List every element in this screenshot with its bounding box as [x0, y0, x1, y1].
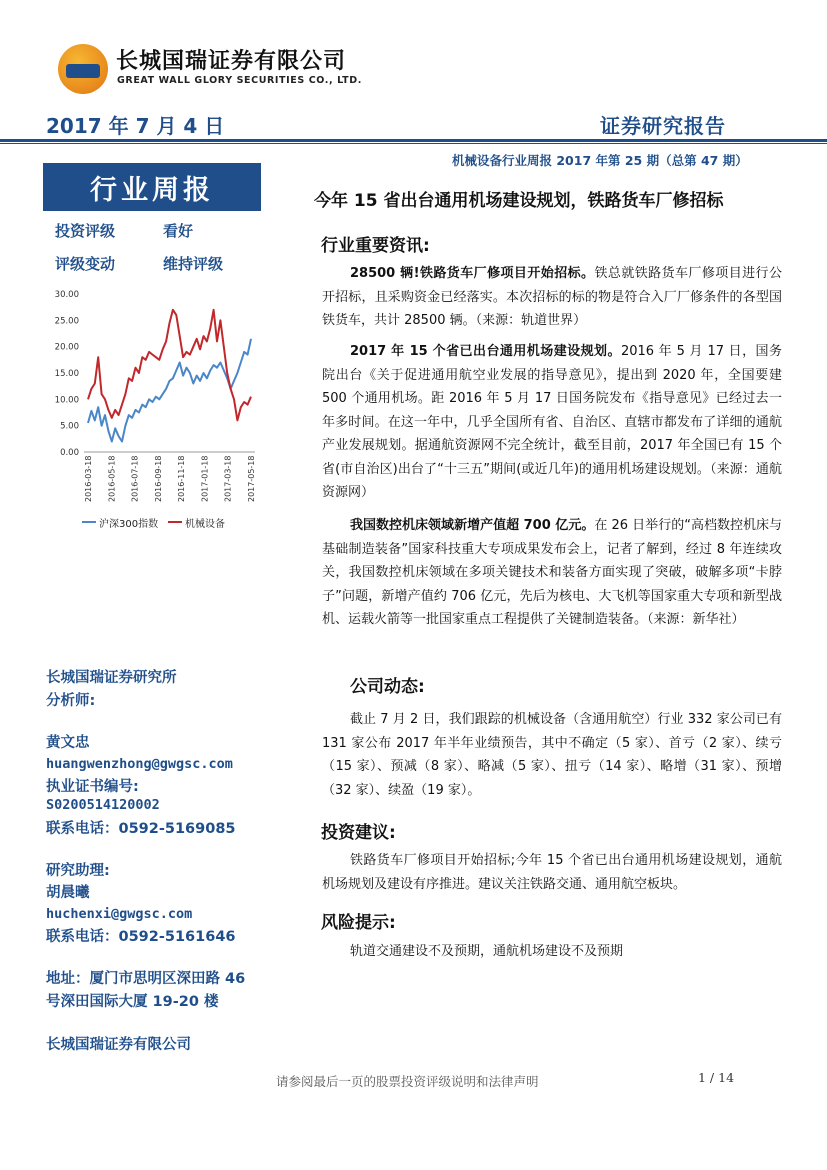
- chart-y-tick-label: 20.00: [54, 342, 79, 353]
- news-item-2-body: 2016 年 5 月 17 日，国务院出台《关于促进通用航空业发展的指导意见》，提出到 2020 年，全国要建 500 个通用机场。距 2016 年 5 月 17 日国务院发布《指导意见》已经过去一年多时间。在这一年中，几乎全国所有省、自治区、直辖市都发布了详细的通航产业发展规划。据通航资源网不完全统计，截至目前，2017 年全国已有 15 个省(市自治区)出台了“十三五”期间(或近几年)的通用机场建设规划。（来源：通航资源网）: [322, 344, 782, 500]
- header-divider-thin: [0, 143, 827, 144]
- analyst-name: 黄文忠: [46, 735, 90, 751]
- news-item-1-headline: 28500 辆!铁路货车厂修项目开始招标。: [350, 266, 595, 281]
- legend-swatch-hs300: [82, 521, 96, 523]
- section-industry-news: 行业重要资讯:: [321, 236, 430, 256]
- header-divider: [0, 139, 827, 142]
- rating-change-label: 评级变动: [55, 255, 116, 273]
- report-title: 今年 15 省出台通用机场建设规划，铁路货车厂修招标: [314, 191, 724, 211]
- cert-number: S0200514120002: [46, 797, 160, 813]
- risk-warning-body: 轨道交通建设不及预期，通航机场建设不及预期: [350, 944, 624, 959]
- weekly-report-banner: 行业周报: [43, 163, 261, 211]
- rating-change-value: 维持评级: [163, 255, 224, 273]
- chart-y-tick-label: 0.00: [60, 448, 79, 458]
- assistant-phone: 联系电话：0592-5161646: [46, 929, 236, 945]
- investment-advice-body: 铁路货车厂修项目开始招标;今年 15 个省已出台通用机场建设规划，通航机场规划及建设有序推进。建议关注铁路交通、通用航空板块。: [322, 853, 782, 892]
- page-number: 1 / 14: [698, 1070, 735, 1085]
- chart-y-tick-label: 15.00: [54, 369, 79, 379]
- chart-x-tick-label: 2016-09-18: [153, 455, 163, 502]
- analyst-label: 分析师:: [46, 693, 96, 709]
- address-line-1: 地址：厦门市思明区深田路 46: [46, 971, 246, 987]
- chart-series-line-hs300: [88, 339, 251, 442]
- analyst-phone: 联系电话：0592-5169085: [46, 821, 236, 837]
- rating-label: 投资评级: [55, 222, 116, 240]
- assistant-email-link[interactable]: huchenxi@gwgsc.com: [46, 906, 193, 922]
- chart-x-tick-label: 2017-03-18: [223, 455, 233, 502]
- chart-y-tick-label: 5.00: [60, 421, 79, 432]
- news-item-3-body: 在 26 日举行的“高档数控机床与基础制造装备”国家科技重大专项成果发布会上，记者了解到，经过 8 年连续攻关，我国数控机床领域在多项关键技术和装备方面实现了突破，破解多项“卡脖子”问题，新增产值约 706 亿元，先后为核电、大飞机等国家重大专项和新型战机、运载火箭等一批国家重点工程提供了关键制造装备。（来源：新华社）: [322, 518, 782, 627]
- company-name-cn: 长城国瑞证券有限公司: [116, 49, 347, 74]
- news-item-3: [322, 514, 782, 632]
- chart-x-tick-label: 2016-11-18: [177, 455, 187, 502]
- chart-x-tick-labels: [84, 456, 256, 503]
- issue-line: 机械设备行业周报 2017 年第 25 期（总第 47 期）: [452, 153, 748, 168]
- legend-swatch-machinery: [168, 521, 182, 523]
- section-company-news: 公司动态:: [350, 677, 425, 697]
- chart-x-tick-label: 2016-07-18: [130, 455, 140, 502]
- news-item-3-headline: 我国数控机床领域新增产值超 700 亿元。: [350, 518, 595, 533]
- report-type: 证券研究报告: [600, 114, 726, 138]
- cert-label: 执业证书编号:: [46, 779, 139, 795]
- chart-x-tick-label: 2017-01-18: [200, 455, 210, 502]
- chart-y-tick-label: 10.00: [54, 395, 79, 406]
- analyst-email-link[interactable]: huangwenzhong@gwgsc.com: [46, 756, 233, 772]
- disclaimer-note: 请参阅最后一页的股票投资评级说明和法律声明: [276, 1074, 539, 1089]
- news-item-2-headline: 2017 年 15 个省已出台通用机场建设规划。: [350, 344, 621, 359]
- institute-name: 长城国瑞证券研究所: [46, 670, 177, 686]
- news-item-1-body: 铁总就铁路货车厂修项目进行公开招标，且采购资金已经落实。本次招标的标的物是符合入厂厂修条件的各型国铁货车，共计 28500 辆。（来源：轨道世界）: [322, 266, 782, 328]
- chart-y-tick-labels: [55, 290, 79, 458]
- company-news-body: 截止 7 月 2 日，我们跟踪的机械设备（含通用航空）行业 332 家公司已有 131 家公布 2017 年半年业绩预告，其中不确定（5 家）、首亏（2 家）、续亏（15 家）、预减（8 家）、略减（5 家）、扭亏（14 家）、略增（31 家）、预增（32 家）、续盈（19 家）。: [322, 712, 782, 798]
- assistant-name: 胡晨曦: [46, 885, 90, 901]
- assistant-label: 研究助理:: [46, 863, 110, 879]
- section-risk-warning: 风险提示:: [321, 913, 396, 933]
- chart-x-tick-label: 2016-05-18: [107, 455, 117, 502]
- legend-label-hs300: 沪深300指数: [99, 519, 159, 530]
- logo-wall-mark: [66, 64, 100, 78]
- company-footer-name: 长城国瑞证券有限公司: [46, 1037, 191, 1053]
- report-date: 2017 年 7 月 4 日: [46, 114, 225, 138]
- rating-value: 看好: [163, 222, 194, 240]
- company-name-en: GREAT WALL GLORY SECURITIES CO., LTD.: [117, 75, 362, 86]
- address-line-2: 号深田国际大厦 19-20 楼: [46, 994, 219, 1010]
- chart-y-tick-label: 30.00: [54, 290, 79, 300]
- chart-x-tick-label: 2017-05-18: [247, 455, 256, 502]
- news-item-2: [322, 340, 782, 505]
- legend-label-machinery: 机械设备: [185, 519, 225, 530]
- section-investment-advice: 投资建议:: [321, 823, 396, 843]
- chart-x-tick-label: 2016-03-18: [84, 455, 93, 502]
- chart-y-tick-label: 25.00: [54, 316, 79, 327]
- news-item-1: [322, 262, 782, 333]
- chart-series-line-machinery: [88, 310, 251, 421]
- chart-series: [88, 310, 251, 442]
- performance-chart: [40, 282, 270, 542]
